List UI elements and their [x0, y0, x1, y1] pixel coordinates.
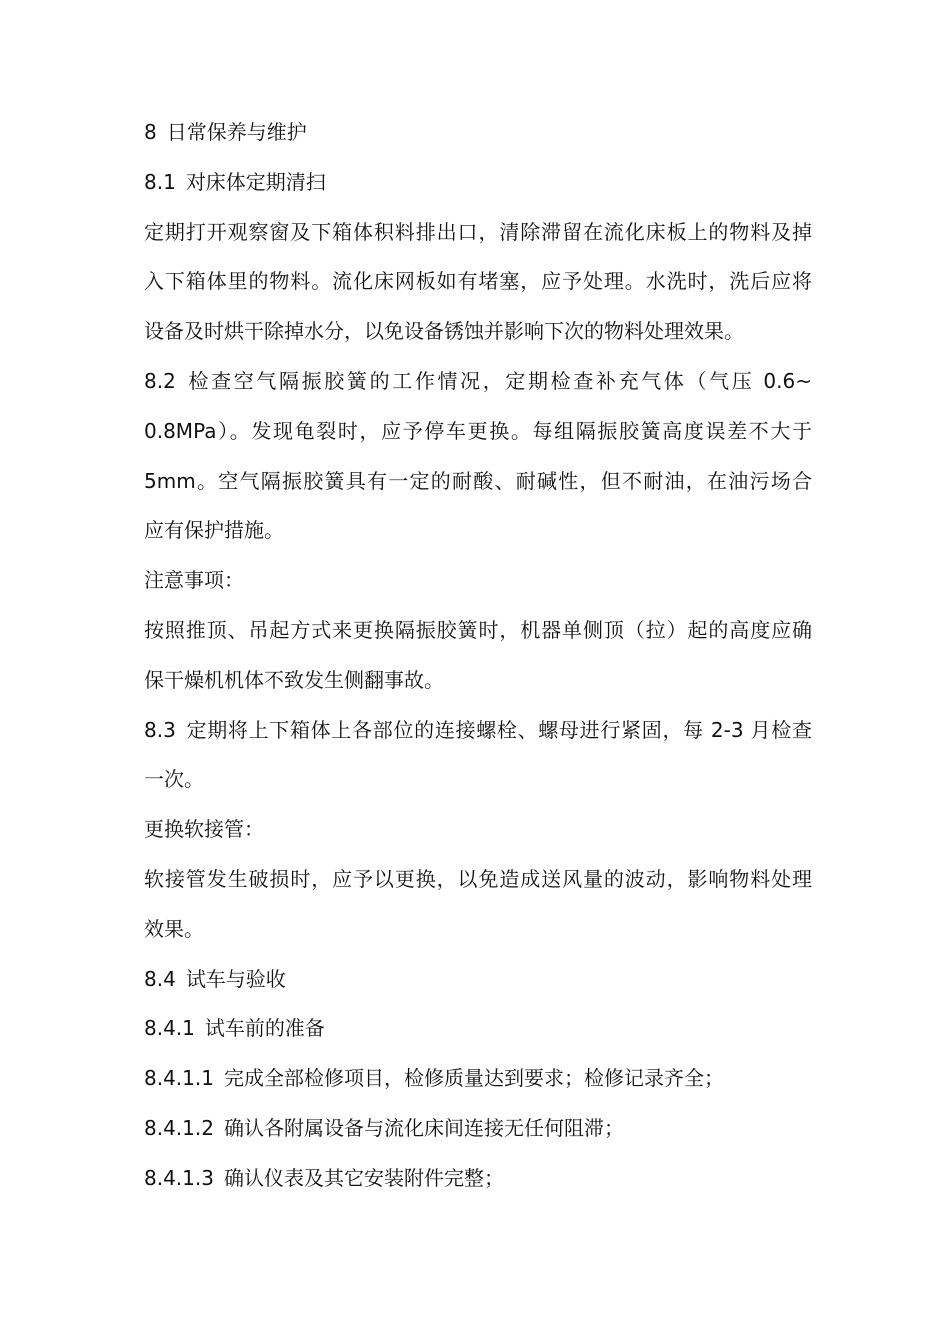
heading-number: 8.4.1 [144, 1016, 195, 1041]
heading-text: 对床体定期清扫 [185, 169, 326, 194]
item-8-4-1-1 [144, 1054, 812, 1104]
item-8-4-1-2 [144, 1104, 812, 1154]
heading-number: 8.4 [144, 966, 176, 991]
item-text: 完成全部检修项目，检修质量达到要求；检修记录齐全； [223, 1066, 724, 1091]
paragraph-line: 定期打开观察窗及下箱体积料排出口，清除滞留在流化床板上的物料及掉 [144, 219, 812, 244]
paragraph-line: 保干燥机机体不致发生侧翻事故。 [144, 667, 444, 692]
section-8-3-line [144, 706, 812, 756]
heading-number: 8 [144, 120, 157, 144]
heading-text: 试车与验收 [185, 966, 286, 991]
paragraph-line: 设备及时烘干除掉水分，以免设备锈蚀并影响下次的物料处理效果。 [144, 319, 744, 344]
paragraph-line: 5mm。空气隔振胶簧具有一定的耐酸、耐碱性，但不耐油，在油污场合 [144, 468, 812, 493]
item-number: 8.4.1.1 [144, 1066, 214, 1091]
heading-number: 8.2 [144, 368, 176, 393]
document-body [144, 108, 812, 1204]
item-number: 8.4.1.2 [144, 1115, 214, 1140]
paragraph-text: 定期将上下箱体上各部位的连接螺栓、螺母进行紧固，每 2-3 月检查 [185, 717, 812, 742]
heading-text: 试车前的准备 [204, 1016, 325, 1041]
paragraph-line: 一次。 [144, 767, 204, 792]
paragraph-line: 0.8MPa）。发现龟裂时，应予停车更换。每组隔振胶簧高度误差不大于 [144, 418, 812, 443]
paragraph-line: 入下箱体里的物料。流化床网板如有堵塞，应予处理。水洗时，洗后应将 [144, 269, 812, 294]
item-text: 确认各附属设备与流化床间连接无任何阻滞； [223, 1115, 624, 1140]
heading-number: 8.1 [144, 169, 176, 194]
heading-text: 日常保养与维护 [166, 120, 307, 144]
heading-8 [144, 108, 812, 158]
item-text: 确认仪表及其它安装附件完整； [223, 1165, 504, 1190]
paragraph-line: 软接管发生破损时，应予以更换，以免造成送风量的波动，影响物料处理 [144, 866, 812, 891]
paragraph-line: 应有保护措施。 [144, 518, 284, 543]
paragraph-line: 效果。 [144, 916, 204, 941]
heading-8-4 [144, 955, 812, 1005]
paragraph-text: 检查空气隔振胶簧的工作情况，定期检查补充气体（气压 0.6~ [185, 368, 812, 393]
item-8-4-1-3 [144, 1154, 812, 1204]
heading-8-4-1 [144, 1004, 812, 1054]
paragraph-line: 按照推顶、吊起方式来更换隔振胶簧时，机器单侧顶（拉）起的高度应确 [144, 617, 812, 642]
heading-number: 8.3 [144, 717, 176, 742]
section-8-2-line [144, 357, 812, 407]
note-title: 注意事项： [144, 568, 244, 593]
heading-8-1 [144, 158, 812, 208]
item-number: 8.4.1.3 [144, 1165, 214, 1190]
replace-title: 更换软接管： [144, 817, 264, 842]
